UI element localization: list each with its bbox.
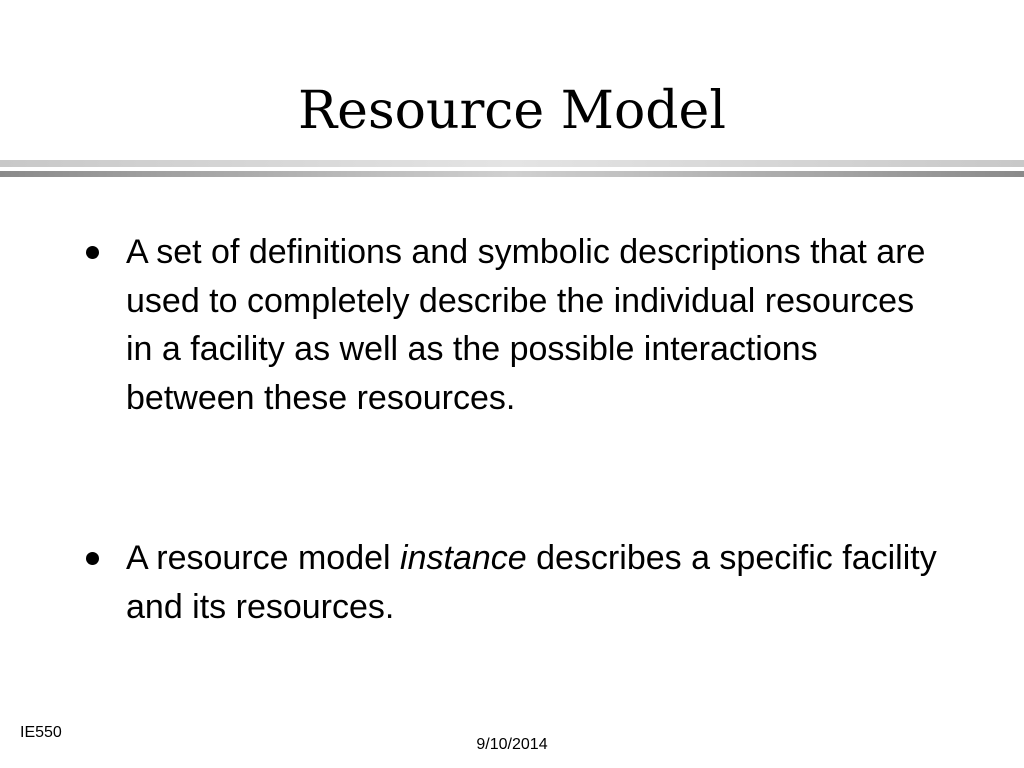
bullet-item bbox=[86, 534, 946, 631]
bullet-dot-icon bbox=[86, 552, 99, 565]
bullet-item bbox=[86, 228, 946, 422]
bullet-text-tail: describes a specific facility and its resources. bbox=[126, 539, 937, 626]
footer-date: 9/10/2014 bbox=[476, 736, 548, 753]
bullet-text-lead: A resource model bbox=[126, 539, 401, 577]
title-divider-lower bbox=[0, 171, 1024, 177]
bullet-text-emphasis: instance bbox=[400, 539, 527, 577]
footer-course-label: IE550 bbox=[20, 724, 62, 741]
bullet-text: A set of definitions and symbolic descriptions that are used to completely describe the individual resources in a facility as well as the possible interactions between these resources. bbox=[126, 233, 926, 417]
bullet-text bbox=[126, 534, 946, 631]
bullet-dot-icon bbox=[86, 246, 99, 259]
slide-title: Resource Model bbox=[298, 81, 726, 141]
title-divider-upper bbox=[0, 160, 1024, 167]
